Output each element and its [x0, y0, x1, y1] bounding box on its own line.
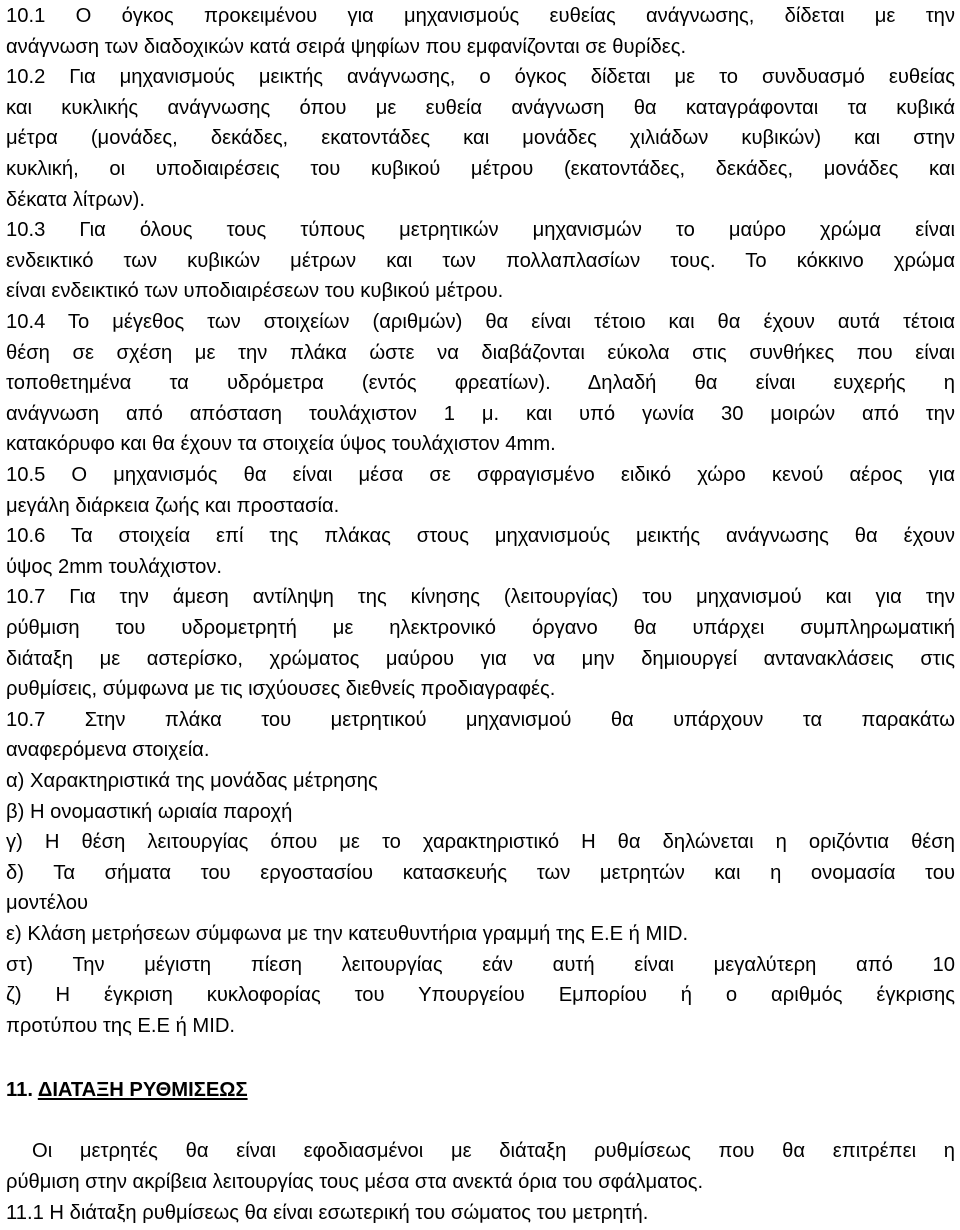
text-line: ζ) Η έγκριση κυκλοφορίας του Υπουργείου Εμπορίου ή ο αριθμός έγκρισης	[6, 984, 955, 1007]
section-text-line: ρύθμιση στην ακρίβεια λειτουργίας τους μέσα στα ανεκτά όρια του σφάλματος.	[6, 1171, 704, 1193]
text-line: 10.2 Για μηχανισμούς μεικτής ανάγνωσης, ο όγκος δίδεται με το συνδυασμό ευθείας	[6, 66, 955, 89]
text-line: β) Η ονομαστική ωριαία παροχή	[6, 800, 293, 823]
text-line: ύψος 2mm τουλάχιστον.	[6, 555, 223, 578]
text-line: ρύθμιση του υδρομετρητή με ηλεκτρονικό όργανο θα υπάρχει συμπληρωματική	[6, 617, 955, 639]
text-line: ε) Κλάση μετρήσεων σύμφωνα με την κατευθυντήρια γραμμή της Ε.Ε ή MID.	[6, 923, 689, 945]
text-line: θέση σε σχέση με την πλάκα ώστε να διαβάζονται εύκολα στις συνθήκες που είναι	[6, 341, 955, 364]
text-line: μέτρα (μονάδες, δεκάδες, εκατοντάδες και μονάδες χιλιάδων κυβικών) και στην	[6, 127, 955, 150]
text-line: ενδεικτικό των κυβικών μέτρων και των πολλαπλασίων τους. Το κόκκινο χρώμα	[6, 249, 955, 272]
text-line: αναφερόμενα στοιχεία.	[6, 739, 210, 762]
text-line: 10.7 Για την άμεση αντίληψη της κίνησης (λειτουργίας) του μηχανισμού και για την	[6, 586, 955, 609]
text-line: και κυκλικής ανάγνωσης όπου με ευθεία ανάγνωση θα καταγράφονται τα κυβικά	[6, 96, 955, 119]
text-line: προτύπου της Ε.Ε ή MID.	[6, 1014, 236, 1037]
text-line: κατακόρυφο και θα έχουν τα στοιχεία ύψος τουλάχιστον 4mm.	[6, 433, 556, 456]
text-line: στ) Την μέγιστη πίεση λειτουργίας εάν αυτή είναι μεγαλύτερη από 10	[6, 953, 955, 976]
text-line: γ) Η θέση λειτουργίας όπου με το χαρακτηριστικό Η θα δηλώνεται η οριζόντια θέση	[6, 831, 955, 854]
text-line: 10.6 Τα στοιχεία επί της πλάκας στους μηχανισμούς μεικτής ανάγνωσης θα έχουν	[6, 525, 955, 548]
text-line: κυκλική, οι υποδιαιρέσεις του κυβικού μέτρου (εκατοντάδες, δεκάδες, μονάδες και	[6, 158, 955, 180]
text-line: ρυθμίσεις, σύμφωνα με τις ισχύουσες διεθνείς προδιαγραφές.	[6, 678, 556, 701]
section-heading	[6, 1075, 955, 1105]
text-line: ανάγνωση από απόσταση τουλάχιστον 1 μ. και υπό γωνία 30 μοιρών από την	[6, 402, 955, 425]
text-line: α) Χαρακτηριστικά της μονάδας μέτρησης	[6, 770, 378, 792]
text-line: 10.4 Το μέγεθος των στοιχείων (αριθμών) θα είναι τέτοιο και θα έχουν αυτά τέτοια	[6, 311, 955, 333]
section-heading-number: 11.	[6, 1079, 38, 1101]
text-line: ανάγνωση των διαδοχικών κατά σειρά ψηφίων που εμφανίζονται σε θυρίδες.	[6, 35, 687, 58]
section-text-line: Οι μετρητές θα είναι εφοδιασμένοι με διάταξη ρυθμίσεως που θα επιτρέπει η	[32, 1140, 955, 1162]
text-line: 10.5 Ο μηχανισμός θα είναι μέσα σε σφραγισμένο ειδικό χώρο κενού αέρος για	[6, 464, 955, 486]
section-heading-title: ΔΙΑΤΑΞΗ ΡΥΘΜΙΣΕΩΣ	[37, 1079, 248, 1101]
text-line: μεγάλη διάρκεια ζωής και προστασία.	[6, 494, 340, 517]
text-line: 10.3 Για όλους τους τύπους μετρητικών μηχανισμών το μαύρο χρώμα είναι	[6, 219, 955, 242]
text-line: 10.1 Ο όγκος προκειμένου για μηχανισμούς ευθείας ανάγνωσης, δίδεται με την	[6, 5, 955, 27]
text-line: είναι ενδεικτικό των υποδιαιρέσεων του κυβικού μέτρου.	[6, 280, 504, 303]
section-text-line: 11.1 Η διάταξη ρυθμίσεως θα είναι εσωτερική του σώματος του μετρητή.	[6, 1202, 649, 1224]
text-line: 10.7 Στην πλάκα του μετρητικού μηχανισμού θα υπάρχουν τα παρακάτω	[6, 708, 955, 731]
text-line: διάταξη με αστερίσκο, χρώματος μαύρου για να μην δημιουργεί αντανακλάσεις στις	[6, 647, 955, 670]
text-line: δέκατα λίτρων).	[6, 188, 145, 211]
text-line: μοντέλου	[6, 892, 88, 915]
text-line: δ) Τα σήματα του εργοστασίου κατασκευής των μετρητών και η ονομασία του	[6, 861, 955, 884]
text-line: τοποθετημένα τα υδρόμετρα (εντός φρεατίων). Δηλαδή θα είναι ευχερής η	[6, 372, 955, 395]
